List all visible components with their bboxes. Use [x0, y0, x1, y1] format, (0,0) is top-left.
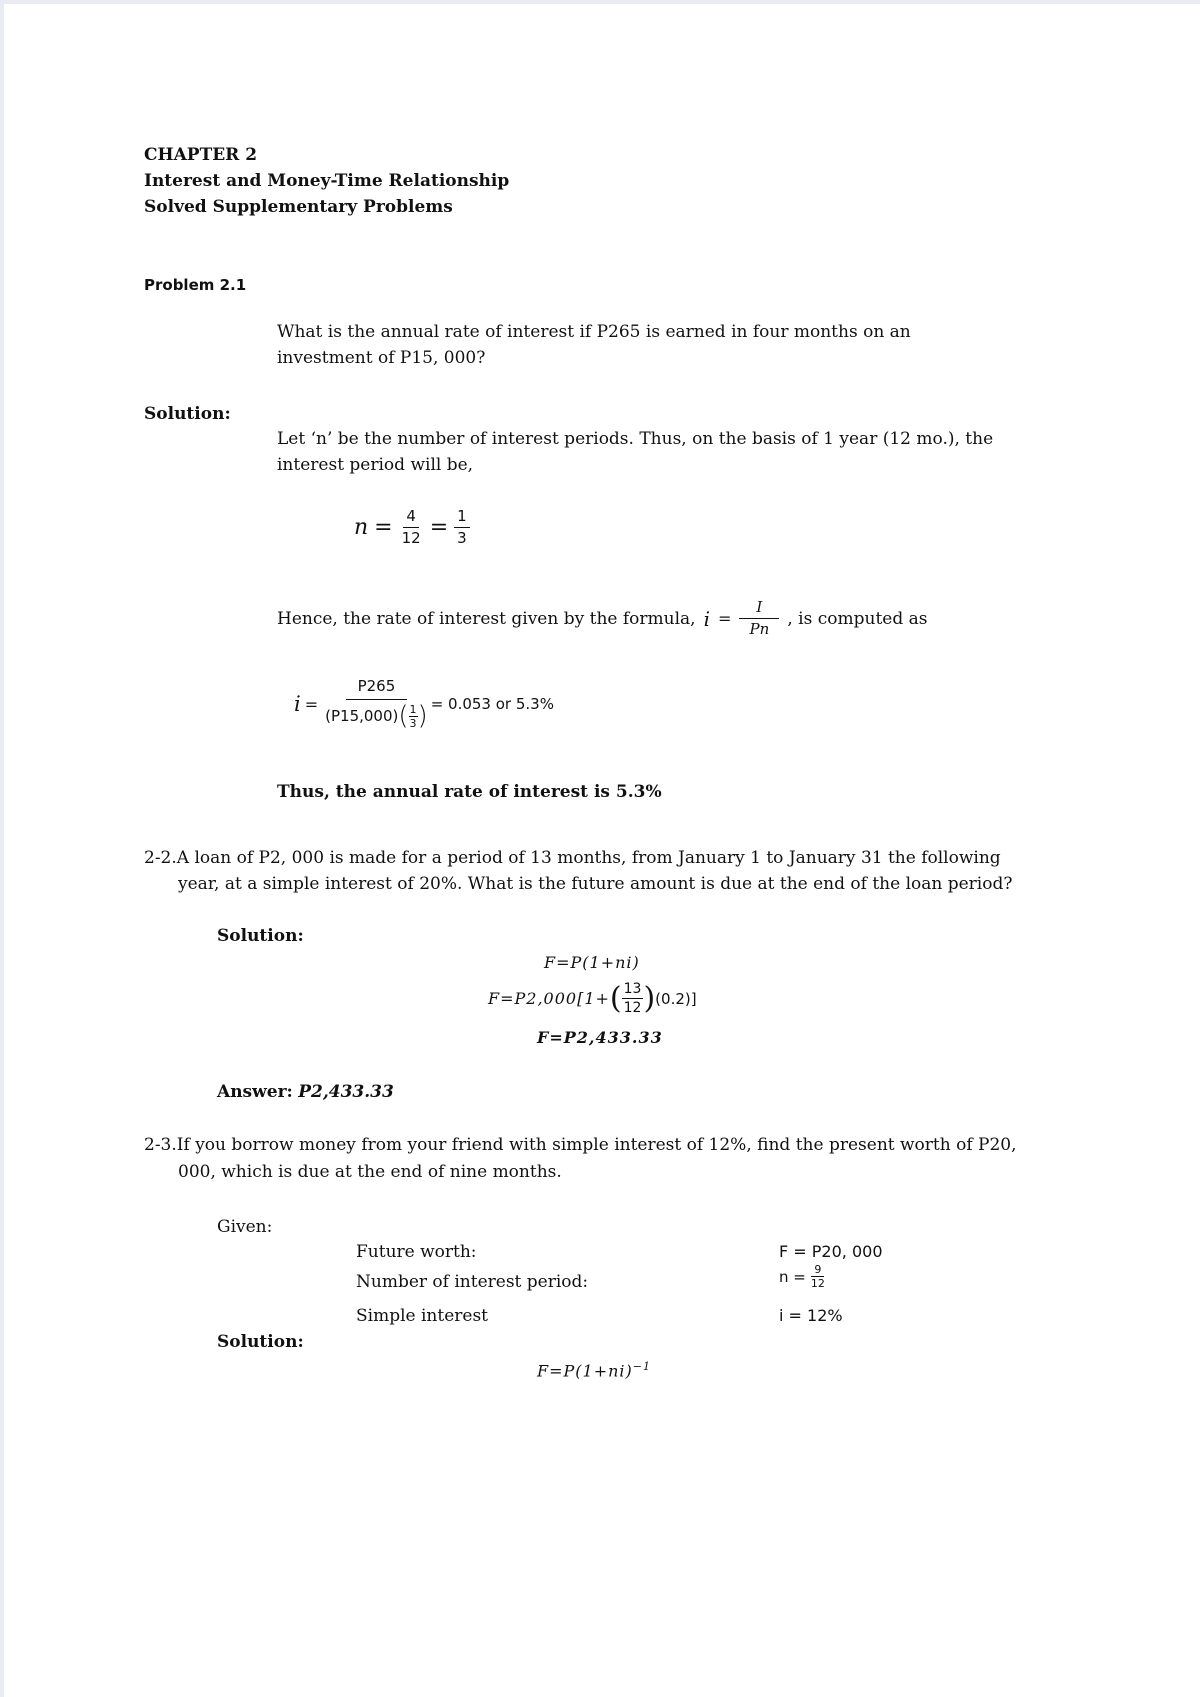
formula-line [277, 600, 928, 637]
problem-question-line: 000, which is due at the end of nine months. [178, 1162, 562, 1182]
fraction-denominator: 12 [401, 529, 421, 547]
fraction-denominator: 12 [623, 1000, 642, 1016]
calc-result: = 0.053 or 5.3% [430, 695, 554, 713]
problem-label: Problem 2.1 [144, 276, 247, 294]
equals-sign: = [304, 694, 319, 714]
paren-open: ( [609, 981, 622, 1016]
formula-intro-text: Hence, the rate of interest given by the formula, [277, 608, 696, 629]
equals-sign: = [717, 609, 732, 628]
substitution-prefix: F=P2,000[1+ [488, 989, 610, 1008]
substitution-suffix: (0.2)] [655, 989, 697, 1008]
given-row-value: F = P20, 000 [779, 1242, 883, 1261]
answer-line [217, 1082, 394, 1102]
fraction-numerator: 9 [811, 1264, 824, 1277]
solution-label: Solution: [144, 404, 231, 424]
fraction-numerator: I [739, 600, 779, 619]
nine-twelfths-fraction [808, 1264, 828, 1289]
formula-fraction [739, 600, 779, 637]
n-equals-text: n = [779, 1267, 806, 1286]
future-amount-formula: F=P(1+ni) [544, 953, 640, 972]
fraction-denominator: 3 [409, 716, 417, 730]
chapter-subtitle: Solved Supplementary Problems [144, 197, 453, 217]
i-variable: i [294, 692, 301, 716]
answer-label: Answer: [217, 1082, 293, 1102]
formula-exponent: −1 [632, 1360, 651, 1373]
answer-value: P2,433.33 [298, 1082, 394, 1102]
fraction-numerator: 4 [403, 509, 419, 528]
calc-fraction [322, 679, 431, 729]
problem-question-line: 2-3.If you borrow money from your friend with simple interest of 12%, find the present worth of P20, [144, 1135, 1017, 1155]
fraction-1-3 [454, 509, 470, 546]
months-fraction [622, 982, 644, 1015]
problem-question-line: investment of P15, 000? [277, 348, 486, 368]
given-row-value: i = 12% [779, 1306, 843, 1325]
formula-outro-text: , is computed as [787, 608, 928, 629]
problem-conclusion: Thus, the annual rate of interest is 5.3% [277, 782, 662, 802]
problem-question-line: year, at a simple interest of 20%. What is the future amount is due at the end of the loan period? [178, 874, 1013, 894]
equals-sign: = [429, 515, 449, 540]
n-variable: n [354, 515, 369, 540]
fraction-denominator [322, 700, 431, 729]
fraction-denominator: 3 [457, 529, 467, 547]
fraction-numerator: 1 [409, 702, 417, 716]
given-label: Given: [217, 1217, 273, 1237]
paren-close: ) [417, 701, 428, 731]
fraction-numerator: 1 [454, 509, 470, 528]
solution-label: Solution: [217, 926, 304, 946]
equals-sign: = [374, 515, 393, 540]
solution-label: Solution: [217, 1332, 304, 1352]
paren-open: ( [398, 701, 409, 731]
given-row-label: Number of interest period: [356, 1272, 589, 1292]
interest-calculation [294, 679, 554, 729]
document-page [4, 4, 1200, 1697]
fraction-denominator: 12 [810, 1277, 825, 1290]
given-row-label: Future worth: [356, 1242, 477, 1262]
given-row-label: Simple interest [356, 1306, 489, 1326]
future-amount-substitution [488, 981, 697, 1016]
problem-question-line: 2-2.A loan of P2, 000 is made for a period of 13 months, from January 1 to January 31 the following [144, 848, 1001, 868]
solution-text-line: interest period will be, [277, 455, 474, 475]
paren-close: ) [643, 981, 656, 1016]
i-variable: i [703, 606, 710, 631]
problem-question-line: What is the annual rate of interest if P265 is earned in four months on an [277, 322, 911, 342]
n-equation [354, 509, 470, 546]
formula-base: F=P(1+ni) [537, 1361, 633, 1381]
fraction-denominator: Pn [749, 620, 770, 638]
paren-fraction [409, 704, 418, 729]
solution-text-line: Let ‘n’ be the number of interest periods. Thus, on the basis of 1 year (12 mo.), the [277, 429, 994, 449]
chapter-label: CHAPTER 2 [144, 145, 258, 165]
chapter-title: Interest and Money-Time Relationship [144, 171, 510, 191]
fraction-numerator: 13 [623, 981, 642, 997]
denominator-principal: (P15,000) [325, 706, 399, 725]
fraction-4-12 [399, 509, 424, 546]
given-row-value [779, 1264, 828, 1289]
present-worth-formula [537, 1360, 651, 1380]
fraction-numerator: P265 [346, 679, 408, 700]
future-amount-result: F=P2,433.33 [537, 1028, 663, 1047]
